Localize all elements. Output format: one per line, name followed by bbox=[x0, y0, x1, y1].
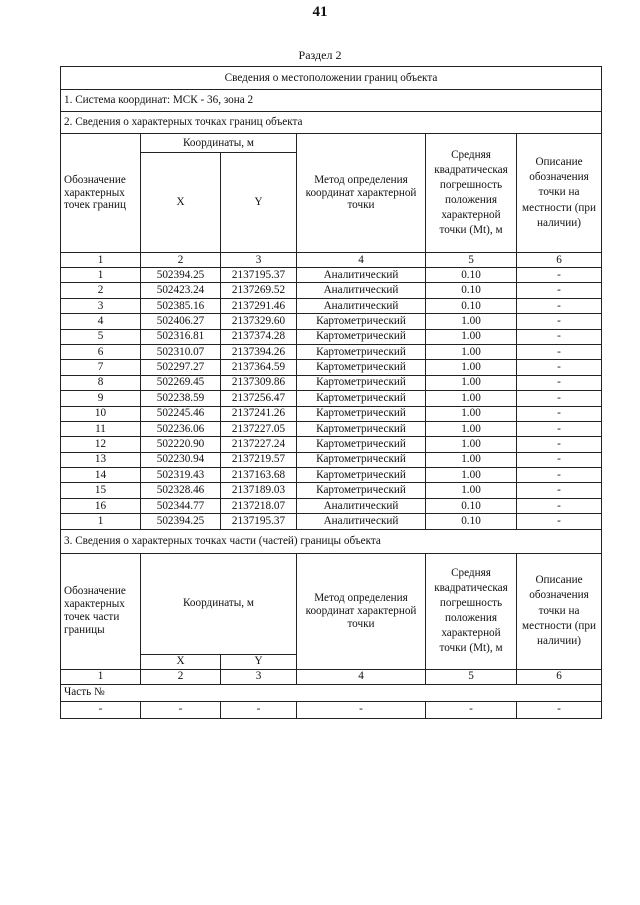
coord-y: 2137219.57 bbox=[221, 452, 297, 467]
empty-cell: - bbox=[141, 701, 221, 718]
mt-value: 1.00 bbox=[426, 329, 517, 344]
point-number: 9 bbox=[61, 391, 141, 406]
column-number: 5 bbox=[426, 253, 517, 268]
table-title: Сведения о местоположении границ объекта bbox=[61, 67, 602, 90]
empty-cell: - bbox=[221, 701, 297, 718]
coord-x: 502385.16 bbox=[141, 298, 221, 313]
coord-y: 2137163.68 bbox=[221, 468, 297, 483]
mt-value: 0.10 bbox=[426, 514, 517, 529]
coord-y: 2137269.52 bbox=[221, 283, 297, 298]
column-number: 2 bbox=[141, 669, 221, 684]
description: - bbox=[517, 283, 602, 298]
coord-x: 502394.25 bbox=[141, 268, 221, 283]
points-heading: 2. Сведения о характерных точках границ объекта bbox=[61, 112, 602, 134]
point-number: 14 bbox=[61, 468, 141, 483]
coord-x: 502316.81 bbox=[141, 329, 221, 344]
coord-y: 2137241.26 bbox=[221, 406, 297, 421]
empty-cell: - bbox=[61, 701, 141, 718]
coord-x: 502310.07 bbox=[141, 344, 221, 359]
table-row bbox=[61, 268, 602, 283]
description: - bbox=[517, 375, 602, 390]
coord-x: 502297.27 bbox=[141, 360, 221, 375]
description: - bbox=[517, 406, 602, 421]
description: - bbox=[517, 268, 602, 283]
mt-value: 1.00 bbox=[426, 452, 517, 467]
method: Картометрический bbox=[297, 391, 426, 406]
coord-x: 502328.46 bbox=[141, 483, 221, 498]
page-number: 41 bbox=[312, 4, 328, 20]
point-number: 2 bbox=[61, 283, 141, 298]
table-row bbox=[61, 421, 602, 436]
point-number: 10 bbox=[61, 406, 141, 421]
method: Картометрический bbox=[297, 360, 426, 375]
point-number: 16 bbox=[61, 498, 141, 513]
mt-value: 1.00 bbox=[426, 406, 517, 421]
mt-value: 1.00 bbox=[426, 421, 517, 436]
table-row bbox=[61, 344, 602, 359]
coord-y: 2137195.37 bbox=[221, 514, 297, 529]
coord-y: 2137195.37 bbox=[221, 268, 297, 283]
description: - bbox=[517, 483, 602, 498]
coord-y: 2137364.59 bbox=[221, 360, 297, 375]
method: Картометрический bbox=[297, 468, 426, 483]
boundary-table bbox=[60, 66, 602, 719]
coord-y: 2137374.28 bbox=[221, 329, 297, 344]
section-label: Раздел 2 bbox=[298, 48, 342, 62]
table-row bbox=[61, 483, 602, 498]
point-number: 11 bbox=[61, 421, 141, 436]
method: Картометрический bbox=[297, 329, 426, 344]
description: - bbox=[517, 498, 602, 513]
method: Картометрический bbox=[297, 483, 426, 498]
table-row bbox=[61, 468, 602, 483]
description: - bbox=[517, 344, 602, 359]
method: Картометрический bbox=[297, 421, 426, 436]
description: - bbox=[517, 468, 602, 483]
table-row bbox=[61, 314, 602, 329]
header2-x: X bbox=[141, 654, 221, 669]
point-number: 5 bbox=[61, 329, 141, 344]
part-label: Часть № bbox=[61, 684, 602, 701]
header2-designation: Обозначение характерных точек части границы bbox=[61, 553, 141, 669]
point-number: 6 bbox=[61, 344, 141, 359]
method: Картометрический bbox=[297, 437, 426, 452]
header2-coords: Координаты, м bbox=[141, 553, 297, 654]
table-row bbox=[61, 283, 602, 298]
table-row bbox=[61, 406, 602, 421]
point-number: 1 bbox=[61, 268, 141, 283]
header2-description: Описание обозначения точки на местности (при наличии) bbox=[517, 553, 602, 669]
part-heading: 3. Сведения о характерных точках части (частей) границы объекта bbox=[61, 529, 602, 553]
point-number: 3 bbox=[61, 298, 141, 313]
coord-x: 502230.94 bbox=[141, 452, 221, 467]
method: Аналитический bbox=[297, 298, 426, 313]
header2-error: Средняя квадратическая погрешность положения характерной точки (Mt), м bbox=[426, 553, 517, 669]
coord-y: 2137309.86 bbox=[221, 375, 297, 390]
empty-cell: - bbox=[297, 701, 426, 718]
coord-x: 502238.59 bbox=[141, 391, 221, 406]
coord-x: 502406.27 bbox=[141, 314, 221, 329]
mt-value: 0.10 bbox=[426, 298, 517, 313]
method: Аналитический bbox=[297, 268, 426, 283]
method: Картометрический bbox=[297, 406, 426, 421]
description: - bbox=[517, 391, 602, 406]
table-row bbox=[61, 360, 602, 375]
description: - bbox=[517, 329, 602, 344]
coord-y: 2137218.07 bbox=[221, 498, 297, 513]
header-y: Y bbox=[221, 153, 297, 253]
column-number-row-2 bbox=[61, 669, 602, 684]
mt-value: 0.10 bbox=[426, 268, 517, 283]
coord-y: 2137189.03 bbox=[221, 483, 297, 498]
coord-x: 502344.77 bbox=[141, 498, 221, 513]
description: - bbox=[517, 298, 602, 313]
description: - bbox=[517, 314, 602, 329]
method: Картометрический bbox=[297, 314, 426, 329]
mt-value: 1.00 bbox=[426, 483, 517, 498]
mt-value: 1.00 bbox=[426, 391, 517, 406]
point-number: 15 bbox=[61, 483, 141, 498]
empty-cell: - bbox=[426, 701, 517, 718]
column-number: 4 bbox=[297, 669, 426, 684]
method: Картометрический bbox=[297, 344, 426, 359]
table-row bbox=[61, 298, 602, 313]
mt-value: 1.00 bbox=[426, 437, 517, 452]
column-number: 6 bbox=[517, 253, 602, 268]
coord-y: 2137329.60 bbox=[221, 314, 297, 329]
column-number: 3 bbox=[221, 253, 297, 268]
description: - bbox=[517, 360, 602, 375]
mt-value: 1.00 bbox=[426, 375, 517, 390]
mt-value: 1.00 bbox=[426, 314, 517, 329]
column-number: 4 bbox=[297, 253, 426, 268]
point-number: 7 bbox=[61, 360, 141, 375]
mt-value: 1.00 bbox=[426, 360, 517, 375]
point-number: 1 bbox=[61, 514, 141, 529]
boundary-table-sheet bbox=[60, 66, 601, 719]
header-method: Метод определения координат характерной точки bbox=[297, 134, 426, 253]
description: - bbox=[517, 452, 602, 467]
coord-x: 502394.25 bbox=[141, 514, 221, 529]
description: - bbox=[517, 514, 602, 529]
coord-y: 2137256.47 bbox=[221, 391, 297, 406]
coord-x: 502269.45 bbox=[141, 375, 221, 390]
coord-x: 502236.06 bbox=[141, 421, 221, 436]
table-row bbox=[61, 437, 602, 452]
table-row bbox=[61, 375, 602, 390]
coord-x: 502245.46 bbox=[141, 406, 221, 421]
header-coords: Координаты, м bbox=[141, 134, 297, 153]
table-row bbox=[61, 329, 602, 344]
column-number: 2 bbox=[141, 253, 221, 268]
description: - bbox=[517, 421, 602, 436]
mt-value: 0.10 bbox=[426, 283, 517, 298]
column-number: 6 bbox=[517, 669, 602, 684]
coord-x: 502220.90 bbox=[141, 437, 221, 452]
point-number: 13 bbox=[61, 452, 141, 467]
table-row bbox=[61, 452, 602, 467]
method: Картометрический bbox=[297, 452, 426, 467]
header-description: Описание обозначения точки на местности (при наличии) bbox=[517, 134, 602, 253]
point-number: 8 bbox=[61, 375, 141, 390]
method: Аналитический bbox=[297, 514, 426, 529]
description: - bbox=[517, 437, 602, 452]
method: Аналитический bbox=[297, 498, 426, 513]
header2-method: Метод определения координат характерной точки bbox=[297, 553, 426, 669]
point-number: 12 bbox=[61, 437, 141, 452]
coord-x: 502319.43 bbox=[141, 468, 221, 483]
header-x: X bbox=[141, 153, 221, 253]
header-designation: Обозначение характерных точек границ bbox=[61, 134, 141, 253]
part-empty-row bbox=[61, 701, 602, 718]
coord-y: 2137227.05 bbox=[221, 421, 297, 436]
point-number: 4 bbox=[61, 314, 141, 329]
coord-x: 502423.24 bbox=[141, 283, 221, 298]
column-number-row bbox=[61, 253, 602, 268]
table-row bbox=[61, 514, 602, 529]
mt-value: 1.00 bbox=[426, 468, 517, 483]
mt-value: 0.10 bbox=[426, 498, 517, 513]
method: Аналитический bbox=[297, 283, 426, 298]
empty-cell: - bbox=[517, 701, 602, 718]
mt-value: 1.00 bbox=[426, 344, 517, 359]
coord-y: 2137227.24 bbox=[221, 437, 297, 452]
header2-y: Y bbox=[221, 654, 297, 669]
table-row bbox=[61, 391, 602, 406]
table-row bbox=[61, 498, 602, 513]
coord-y: 2137394.26 bbox=[221, 344, 297, 359]
column-number: 3 bbox=[221, 669, 297, 684]
column-number: 1 bbox=[61, 669, 141, 684]
method: Картометрический bbox=[297, 375, 426, 390]
column-number: 5 bbox=[426, 669, 517, 684]
coord-system-row: 1. Система координат: МСК - 36, зона 2 bbox=[61, 90, 602, 112]
coord-y: 2137291.46 bbox=[221, 298, 297, 313]
column-number: 1 bbox=[61, 253, 141, 268]
header-error: Средняя квадратическая погрешность положения характерной точки (Mt), м bbox=[426, 134, 517, 253]
